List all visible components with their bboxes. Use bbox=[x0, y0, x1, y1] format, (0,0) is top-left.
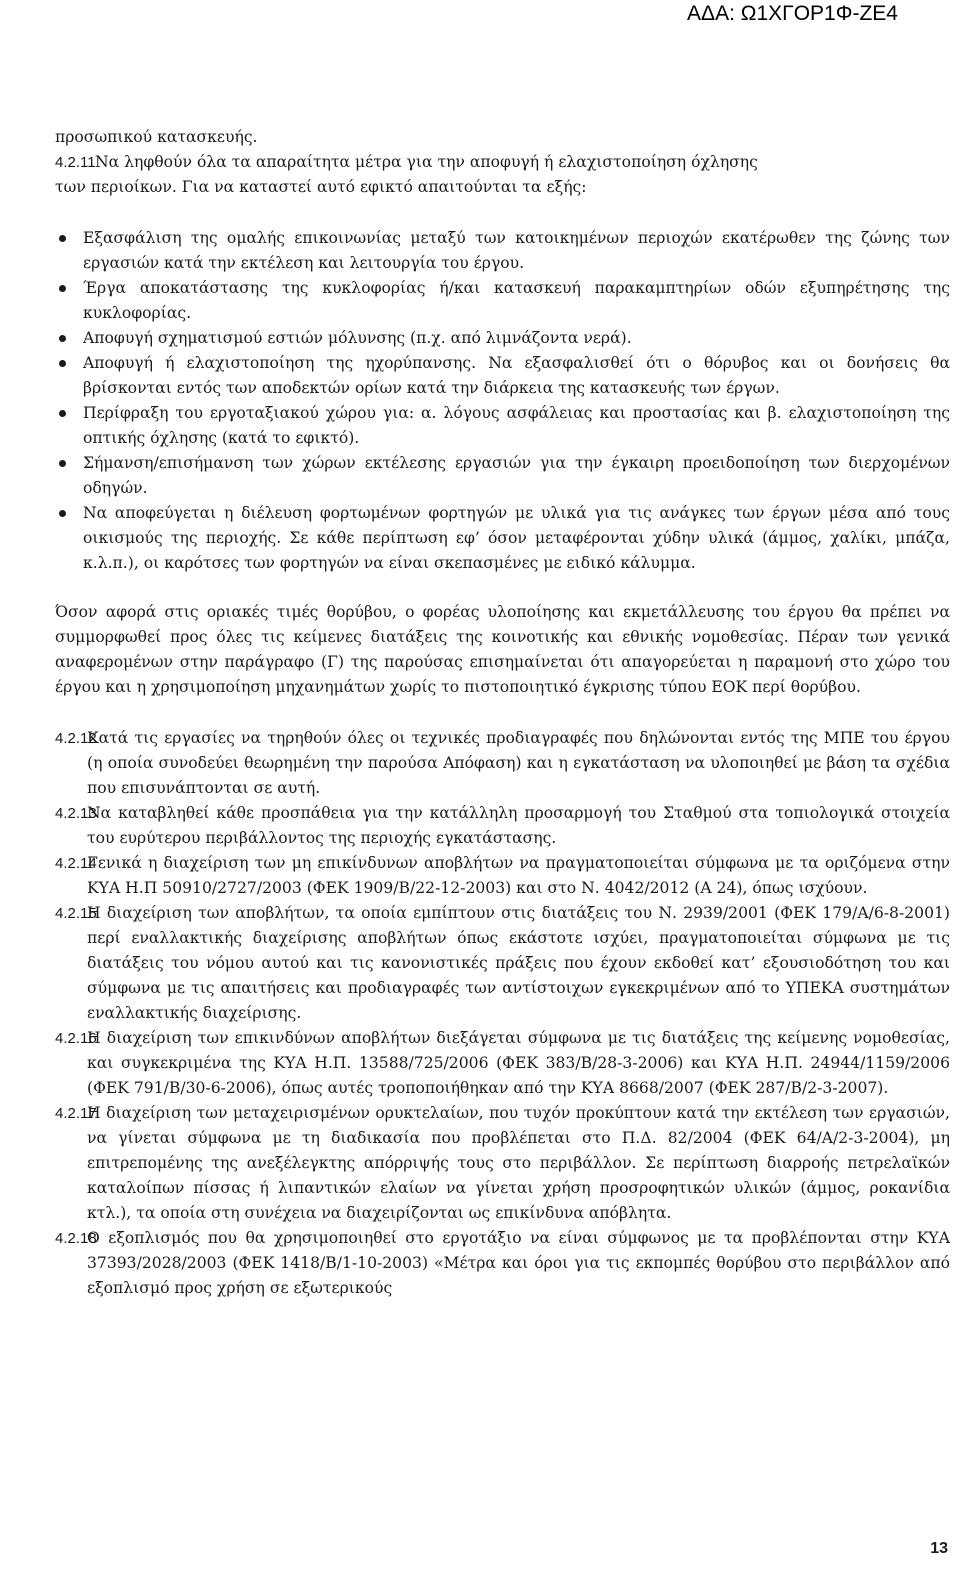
numbered-item bbox=[55, 851, 950, 901]
list-item bbox=[55, 501, 950, 576]
document-body bbox=[55, 125, 950, 1301]
page-number: 13 bbox=[930, 1540, 948, 1557]
bullet-icon bbox=[59, 235, 66, 242]
section-4-2-11-heading bbox=[55, 150, 950, 175]
numbered-item bbox=[55, 1101, 950, 1226]
list-item-text: Εξασφάλιση της ομαλής επικοινωνίας μεταξύ των κατοικημένων περιοχών εκατέρωθεν της ζώνης των εργασιών κατά την εκτέλεση και λειτουργία του έργου. bbox=[83, 229, 950, 272]
ada-code: ΑΔΑ: Ω1ΧΓΟΡ1Φ-ΖΕ4 bbox=[687, 2, 898, 25]
numbered-items bbox=[55, 726, 950, 1301]
bullet-icon bbox=[59, 460, 66, 467]
item-number: 4.2.17 bbox=[55, 1105, 97, 1122]
section-number: 4.2.11 bbox=[55, 154, 96, 171]
noise-paragraph: Όσον αφορά στις οριακές τιμές θορύβου, ο φορέας υλοποίησης και εκμετάλλευσης του έργου θα πρέπει να συμμορφωθεί προς όλες τις κείμενες διατάξεις της κοινοτικής και εθνικής νομοθεσίας. Πέραν των γενικά αναφερομένων στην παράγραφο (Γ) της παρούσας επισημαίνεται ότι απαγορεύεται η παραμονή στο χώρο του έργου και η χρησιμοποίηση μηχανημάτων χωρίς το πιστοποιητικό έγκρισης τύπου ΕΟΚ περί θορύβου. bbox=[55, 603, 950, 696]
list-item-text: Έργα αποκατάστασης της κυκλοφορίας ή/και κατασκευή παρακαμπτηρίων οδών εξυπηρέτησης της κυκλοφορίας. bbox=[83, 279, 950, 322]
list-item-text: Περίφραξη του εργοταξιακού χώρου για: α. λόγους ασφάλειας και προστασίας και β. ελαχιστοποίηση της οπτικής όχλησης (κατά το εφικτό). bbox=[83, 404, 950, 447]
bullet-icon bbox=[59, 510, 66, 517]
numbered-item bbox=[55, 801, 950, 851]
bullet-icon bbox=[59, 335, 66, 342]
list-item-text: Σήμανση/επισήμανση των χώρων εκτέλεσης εργασιών για την έγκαιρη προειδοποίηση των διερχομένων οδηγών. bbox=[83, 454, 950, 497]
bullet-icon bbox=[59, 360, 66, 367]
item-number: 4.2.16 bbox=[55, 1030, 97, 1047]
list-item bbox=[55, 451, 950, 501]
section-continuation: των περιοίκων. Για να καταστεί αυτό εφικτό απαιτούνται τα εξής: bbox=[55, 178, 587, 196]
item-text: Η διαχείριση των αποβλήτων, τα οποία εμπίπτουν στις διατάξεις του Ν. 2939/2001 (ΦΕΚ 179/Α/6-8-2001) περί εναλλακτικής διαχείρισης αποβλήτων όπως εκάστοτε ισχύει, πραγματοποιείται σύμφωνα με τις διατάξεις του νόμου αυτού και τις κανονιστικές πράξεις που έχουν εκδοθεί κατ’ εξουσιοδότηση του και σύμφωνα με τις απαιτήσεις και προδιαγραφές των αντίστοιχων εγκεκριμένων από το ΥΠΕΚΑ συστημάτων εναλλακτικής διαχείρισης. bbox=[87, 904, 950, 1022]
item-text: Η διαχείριση των μεταχειρισμένων ορυκτελαίων, που τυχόν προκύπτουν κατά την εκτέλεση των εργασιών, να γίνεται σύμφωνα με τη διαδικασία που προβλέπεται στο Π.Δ. 82/2004 (ΦΕΚ 64/Α/2-3-2004), μη επιτρεπομένης της ανεξέλεγκτης απόρριψής τους στο περιβάλλον. Σε περίπτωση διαρροής πετρελαϊκών καταλοίπων πίσσας ή λιπαντικών ελαίων να γίνεται χρήση προσροφητικών υλικών (άμμος, ροκανίδια κτλ.), τα οποία στη συνέχεια να διαχειρίζονται ως επικίνδυνα απόβλητα. bbox=[87, 1104, 950, 1222]
item-number: 4.2.18 bbox=[55, 1230, 97, 1247]
item-text: Η διαχείριση των επικινδύνων αποβλήτων διεξάγεται σύμφωνα με τις διατάξεις της κείμενης νομοθεσίας, και συγκεκριμένα της ΚΥΑ Η.Π. 13588/725/2006 (ΦΕΚ 383/Β/28-3-2006) και ΚΥΑ Η.Π. 24944/1159/2006 (ΦΕΚ 791/Β/30-6-2006), όπως αυτές τροποποιήθηκαν από την ΚΥΑ 8668/2007 (ΦΕΚ 287/Β/2-3-2007). bbox=[87, 1029, 950, 1097]
numbered-item bbox=[55, 1026, 950, 1101]
numbered-item bbox=[55, 901, 950, 1026]
list-item bbox=[55, 401, 950, 451]
list-item-text: Αποφυγή σχηματισμού εστιών μόλυνσης (π.χ. από λιμνάζοντα νερά). bbox=[83, 329, 632, 347]
list-item bbox=[55, 226, 950, 276]
list-item-text: Να αποφεύγεται η διέλευση φορτωμένων φορτηγών με υλικά για τις ανάγκες των έργων μέσα από τους οικισμούς της περιοχής. Σε κάθε περίπτωση εφ’ όσον μεταφέρονται χύδην υλικά (άμμος, χαλίκι, μπάζα, κ.λ.π.), οι καρότσες των φορτηγών να είναι σκεπασμένες με ειδικό κάλυμμα. bbox=[83, 504, 950, 572]
numbered-item bbox=[55, 726, 950, 801]
list-item bbox=[55, 326, 950, 351]
item-text: Κατά τις εργασίες να τηρηθούν όλες οι τεχνικές προδιαγραφές που δηλώνονται εντός της ΜΠΕ του έργου (η οποία συνοδεύει θεωρημένη την παρούσα Απόφαση) και η εγκατάσταση να υλοποιηθεί με βάση τα σχέδια που επισυνάπτονται σε αυτή. bbox=[87, 729, 950, 797]
numbered-item bbox=[55, 1226, 950, 1301]
item-text: Ο εξοπλισμός που θα χρησιμοποιηθεί στο εργοτάξιο να είναι σύμφωνος με τα προβλέπονται στην ΚΥΑ 37393/2028/2003 (ΦΕΚ 1418/Β/1-10-2003) «Μέτρα και όροι για τις εκπομπές θορύβου στο περιβάλλον από εξοπλισμό προς χρήση σε εξωτερικούς bbox=[87, 1229, 950, 1297]
list-item-text: Αποφυγή ή ελαχιστοποίηση της ηχορύπανσης. Να εξασφαλισθεί ότι ο θόρυβος και οι δονήσεις θα βρίσκονται εντός των αποδεκτών ορίων κατά την διάρκεια της κατασκευής των έργων. bbox=[83, 354, 950, 397]
bullet-icon bbox=[59, 285, 66, 292]
item-number: 4.2.15 bbox=[55, 905, 97, 922]
measures-list bbox=[55, 226, 950, 576]
item-number: 4.2.14 bbox=[55, 855, 97, 872]
intro-line: προσωπικού κατασκευής. bbox=[55, 128, 258, 146]
section-text: Να ληφθούν όλα τα απαραίτητα μέτρα για την αποφυγή ή ελαχιστοποίηση όχλησης bbox=[95, 153, 758, 171]
item-number: 4.2.12 bbox=[55, 730, 97, 747]
item-text: Γενικά η διαχείριση των μη επικίνδυνων αποβλήτων να πραγματοποιείται σύμφωνα με τα οριζόμενα στην ΚΥΑ Η.Π 50910/2727/2003 (ΦΕΚ 1909/Β/22-12-2003) και στο Ν. 4042/2012 (Α 24), όπως ισχύουν. bbox=[87, 854, 950, 897]
bullet-icon bbox=[59, 410, 66, 417]
list-item bbox=[55, 276, 950, 326]
item-text: Να καταβληθεί κάθε προσπάθεια για την κατάλληλη προσαρμογή του Σταθμού στα τοπιολογικά στοιχεία του ευρύτερου περιβάλλοντος της περιοχής εγκατάστασης. bbox=[87, 804, 950, 847]
list-item bbox=[55, 351, 950, 401]
item-number: 4.2.13 bbox=[55, 805, 97, 822]
